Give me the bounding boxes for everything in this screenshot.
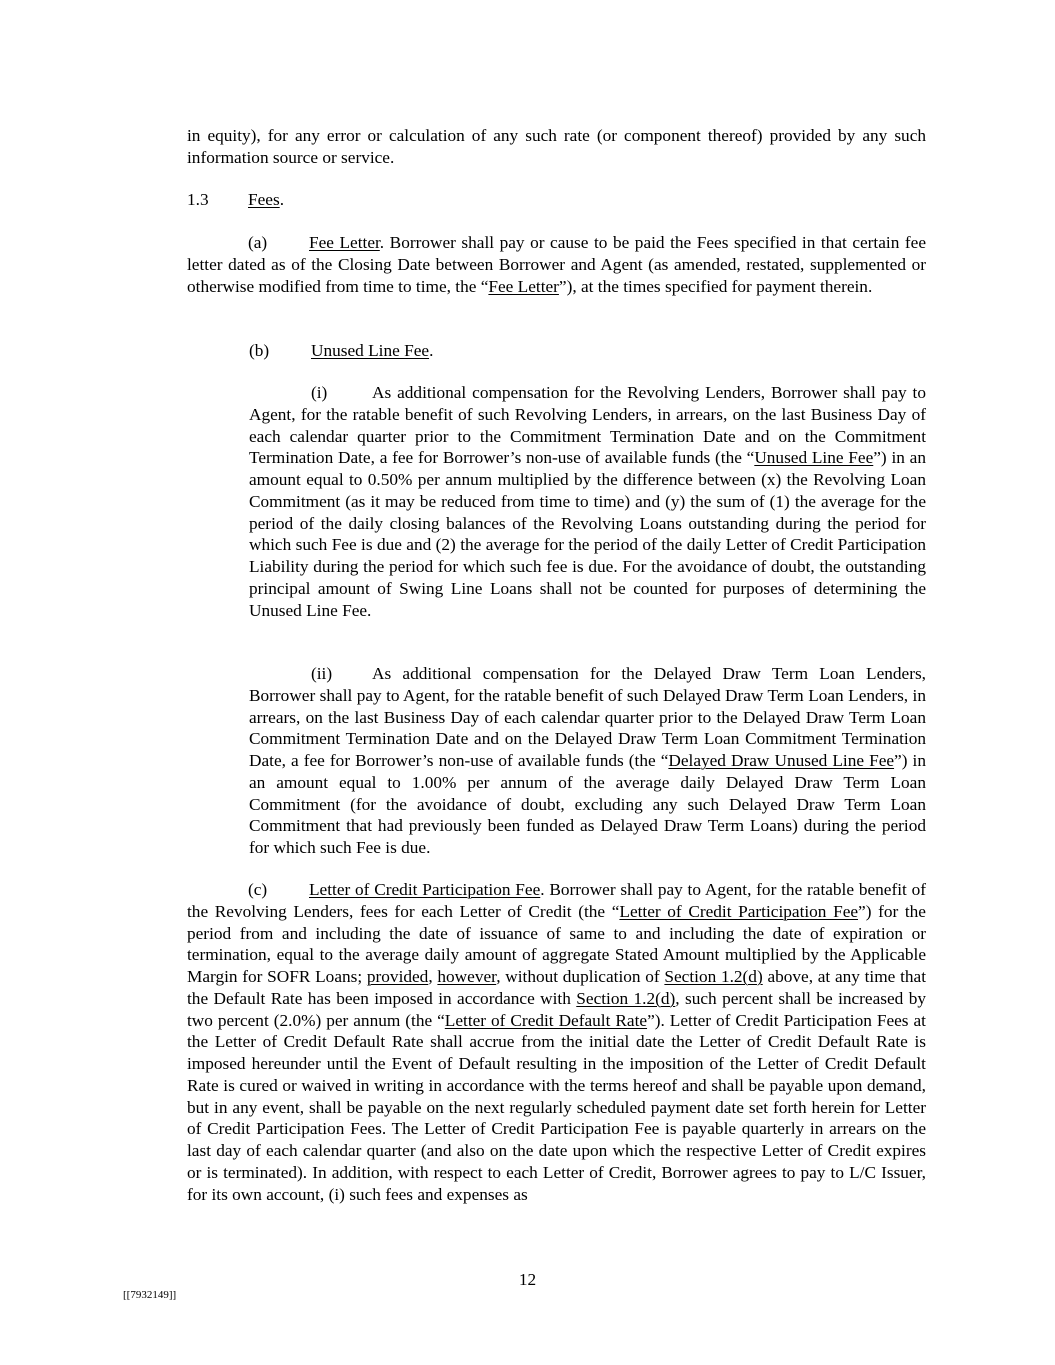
paragraph-c-section-ref-1: Section 1.2(d) bbox=[664, 967, 763, 986]
paragraph-intro-text: in equity), for any error or calculation of any such rate (or component thereof) provided by any such information source or service. bbox=[187, 126, 926, 167]
paragraph-b-heading bbox=[249, 340, 433, 362]
paragraph-c-title: Letter of Credit Participation Fee bbox=[309, 880, 541, 899]
paragraph-b-i-marker: (i) bbox=[311, 383, 328, 402]
paragraph-a-title: Fee Letter bbox=[309, 233, 380, 252]
paragraph-c bbox=[187, 879, 926, 1205]
paragraph-c-section-ref-2: Section 1.2(d) bbox=[576, 988, 676, 1008]
paragraph-a-text2: ”), at the times specified for payment therein. bbox=[558, 276, 873, 296]
paragraph-a bbox=[187, 232, 926, 297]
paragraph-c-defined-term-2: Letter of Credit Default Rate bbox=[444, 1010, 648, 1030]
paragraph-b-period: . bbox=[429, 341, 434, 360]
document-id: [[7932149]] bbox=[123, 1289, 177, 1301]
paragraph-b-ii-text1: As additional compensation for the Delayed Draw Term Loan Lenders, Borrower shall pay to Agent, for the ratable benefit of such Delayed Draw Term Loan Lenders, in arrears, on the last Business Day of each calendar quarter prior to the Delayed Draw Term Loan Commitment Termination Date and on the Delayed Draw Term Loan Commitment Termination Date, a fee for Borrower’s non-use of available funds (the “ bbox=[249, 664, 926, 770]
paragraph-b-i-text2: ”) in an amount equal to 0.50% per annum multiplied by the difference between (x) the Revolving Loan Commitment (as it may be reduced from time to time) and (y) the sum of (1) the average for the period of the daily closing balances of the Revolving Loans outstanding during the period for which such Fee is due and (2) the average for the period of the daily Letter of Credit Participation Liability during the period for which such fee is due. For the avoidance of doubt, the outstanding principal amount of Swing Line Loans shall not be counted for purposes of determining the Unused Line Fee. bbox=[249, 448, 926, 620]
section-number: 1.3 bbox=[187, 190, 209, 209]
paragraph-c-comma: , bbox=[428, 967, 438, 986]
paragraph-b-marker: (b) bbox=[249, 341, 270, 360]
paragraph-a-marker: (a) bbox=[248, 233, 268, 252]
page-number: 12 bbox=[518, 1270, 537, 1289]
paragraph-c-provided: provided bbox=[366, 967, 429, 986]
paragraph-b-i-defined-term: Unused Line Fee bbox=[754, 448, 874, 468]
paragraph-b-i-text1: As additional compensation for the Revolving Lenders, Borrower shall pay to Agent, for the ratable benefit of such Revolving Lenders, in arrears, on the last Business Day of each calendar quarter prior to the Commitment Termination Date and on the Commitment Termination Date, a fee for Borrower’s non-use of available funds (the “ bbox=[249, 383, 926, 468]
paragraph-b-ii-marker: (ii) bbox=[311, 664, 333, 683]
section-heading bbox=[187, 189, 284, 211]
paragraph-c-text6: ”). Letter of Credit Participation Fees at the Letter of Credit Default Rate shall accrue from the initial date the Letter of Credit Default Rate is imposed hereunder until the Event of Default resulting in the imposition of the Letter of Credit Default Rate is cured or waived in writing in accordance with the terms hereof and shall be payable upon demand, but in any event, shall be payable on the next regularly scheduled payment date set forth herein for Letter of Credit Participation Fees. The Letter of Credit Participation Fee is payable quarterly in arrears on the last day of each calendar quarter (and also on the date upon which the respective Letter of Credit expires or is terminated). In addition, with respect to each Letter of Credit, Borrower agrees to pay to L/C Issuer, for its own account, (i) such fees and expenses as bbox=[187, 1010, 926, 1204]
paragraph-b-i bbox=[249, 382, 926, 621]
paragraph-c-marker: (c) bbox=[248, 880, 268, 899]
section-title-period: . bbox=[279, 190, 285, 209]
paragraph-c-text5: , such percent shall be increased by two percent (2.0%) per annum (the “ bbox=[187, 988, 926, 1030]
paragraph-c-text3: , without duplication of bbox=[496, 967, 665, 986]
paragraph-b-title: Unused Line Fee bbox=[311, 341, 430, 360]
paragraph-a-defined-term: Fee Letter bbox=[488, 276, 559, 296]
paragraph-a-text1: . Borrower shall pay or cause to be paid the Fees specified in that certain fee letter dated as of the Closing Date between Borrower and Agent (as amended, restated, supplemented or otherwise modified from time to time, the “ bbox=[187, 233, 926, 296]
paragraph-c-defined-term-1: Letter of Credit Participation Fee bbox=[619, 901, 859, 921]
paragraph-c-text4: above, at any time that the Default Rate has been imposed in accordance with bbox=[187, 967, 926, 1008]
paragraph-b-ii bbox=[249, 663, 926, 859]
paragraph-intro bbox=[187, 125, 926, 169]
paragraph-c-however: however bbox=[437, 967, 497, 986]
paragraph-c-text1: . Borrower shall pay to Agent, for the ratable benefit of the Revolving Lenders, fees for each Letter of Credit (the “ bbox=[187, 880, 926, 921]
paragraph-c-text2: ”) for the period from and including the date of issuance of same to and including the date of expiration or termination, equal to the average daily amount of aggregate Stated Amount multiplied by the Applicable Margin for SOFR Loans; bbox=[187, 901, 926, 986]
section-title: Fees bbox=[248, 190, 280, 209]
paragraph-b-ii-defined-term: Delayed Draw Unused Line Fee bbox=[668, 751, 895, 770]
paragraph-b-ii-text2: ”) in an amount equal to 1.00% per annum of the average daily Delayed Draw Term Loan Commitment (for the avoidance of doubt, excluding any such Delayed Draw Term Loan Commitment that had previously been funded as Delayed Draw Term Loans) during the period for which such Fee is due. bbox=[249, 751, 926, 857]
